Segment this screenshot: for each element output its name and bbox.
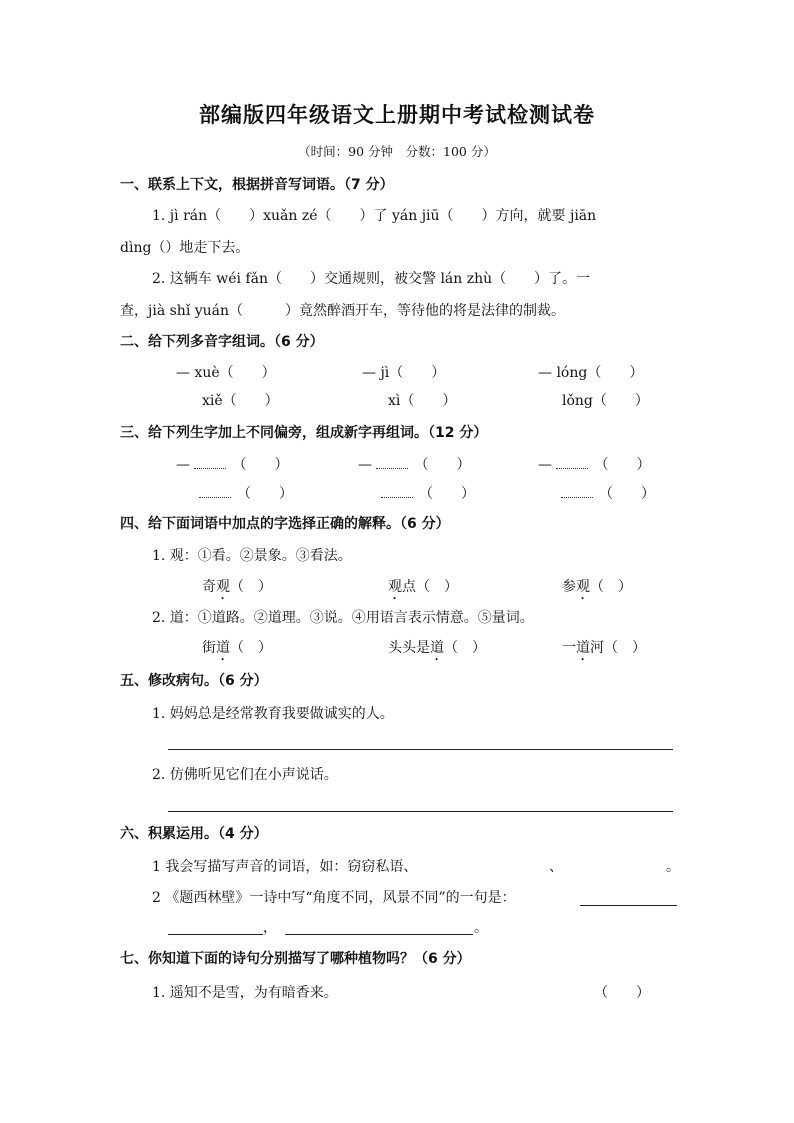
q7-1-answer[interactable]: （ ） (594, 985, 650, 1001)
section-6-heading: 六、积累运用。（4 分） (120, 826, 268, 842)
answer-line[interactable] (285, 934, 473, 935)
page-title: 部编版四年级语文上册期中考试检测试卷 (199, 103, 595, 127)
answer-blank[interactable] (199, 485, 231, 498)
section-4-heading: 四、给下面词语中加点的字选择正确的解释。（6 分） (120, 516, 450, 532)
s1-line-2: dìng（）地走下去。 (120, 240, 250, 256)
q4-2-definitions: 2. 道：①道路。②道理。③说。④用语言表示情意。⑤量词。 (152, 610, 534, 626)
q4-1-word: 奇观（ ） (202, 579, 272, 595)
answer-line[interactable] (168, 811, 673, 812)
radical-item (381, 485, 475, 501)
word-paren[interactable]: （ ） (419, 486, 475, 502)
s1-line-4: 查，jià shǐ yuán（ ）竟然醉酒开车，等待他的将是法律的制裁。 (120, 303, 566, 319)
q6-1-end: 。 (666, 859, 680, 875)
answer-line[interactable] (580, 905, 677, 906)
q5-1-sentence: 1. 妈妈总是经常教育我要做诚实的人。 (152, 706, 394, 722)
polyphone-item: xì（ ） (388, 393, 457, 409)
q4-1-word: 参观（ ） (562, 579, 632, 595)
q4-2-word: 街道（ ） (202, 640, 272, 656)
answer-blank[interactable] (376, 456, 408, 469)
polyphone-item: — lóng（ ） (538, 365, 644, 381)
q6-2-comma: ， (263, 920, 277, 936)
section-1-heading: 一、联系上下文，根据拼音写词语。（7 分） (120, 177, 394, 193)
radical-item (199, 485, 293, 501)
answer-blank[interactable] (194, 456, 226, 469)
section-5-heading: 五、修改病句。（6 分） (120, 673, 268, 689)
q5-2-sentence: 2. 仿佛听见它们在小声说话。 (152, 767, 338, 783)
q7-1-poem: 1. 遥知不是雪，为有暗香来。 (152, 985, 338, 1001)
word-paren[interactable]: （ ） (594, 457, 651, 473)
polyphone-item: lǒng（ ） (562, 393, 649, 409)
dash: — (176, 457, 190, 473)
radical-item (538, 456, 650, 472)
section-3-heading: 三、给下列生字加上不同偏旁，组成新字再组词。（12 分） (120, 425, 488, 441)
q6-2-end: 。 (474, 920, 488, 936)
radical-item (358, 456, 470, 472)
section-7-heading: 七、你知道下面的诗句分别描写了哪种植物吗？（6 分） (120, 951, 471, 967)
word-paren[interactable]: （ ） (414, 457, 471, 473)
radical-item (176, 456, 288, 472)
section-2-heading: 二、给下列多音字组词。（6 分） (120, 334, 324, 350)
s1-line-3: 2. 这辆车 wéi fǎn（ ）交通规则，被交警 lán zhù（ ）了。一 (152, 271, 591, 287)
q4-1-word: 观点（ ） (388, 579, 458, 595)
answer-line[interactable] (168, 749, 673, 750)
dash: — (358, 457, 372, 473)
polyphone-item: xiě（ ） (202, 393, 279, 409)
word-paren[interactable]: （ ） (237, 486, 293, 502)
answer-blank[interactable] (556, 456, 588, 469)
radical-item (561, 485, 655, 501)
word-paren[interactable]: （ ） (232, 457, 289, 473)
answer-blank[interactable] (561, 485, 593, 498)
answer-blank[interactable] (381, 485, 413, 498)
q6-1-separator: 、 (549, 859, 563, 875)
q6-2-text: 2 《题西林壁》一诗中写“角度不同，风景不同”的一句是： (152, 890, 516, 906)
polyphone-item: — xuè（ ） (176, 365, 276, 381)
q4-1-definitions: 1. 观：①看。②景象。③看法。 (152, 548, 352, 564)
word-paren[interactable]: （ ） (599, 486, 655, 502)
answer-line[interactable] (168, 934, 263, 935)
dash: — (538, 457, 552, 473)
exam-info: （时间：90 分钟 分数：100 分） (298, 144, 496, 159)
q4-2-word: 头头是道（ ） (388, 640, 486, 656)
q6-1-text: 1 我会写描写声音的词语，如：窃窃私语、 (152, 859, 418, 875)
s1-line-1: 1. jì rán（ ）xuǎn zé（ ）了 yán jiū（ ）方向，就要 jiān (152, 208, 597, 224)
q4-2-word: 一道河（ ） (562, 640, 646, 656)
polyphone-item: — jì（ ） (362, 365, 446, 381)
